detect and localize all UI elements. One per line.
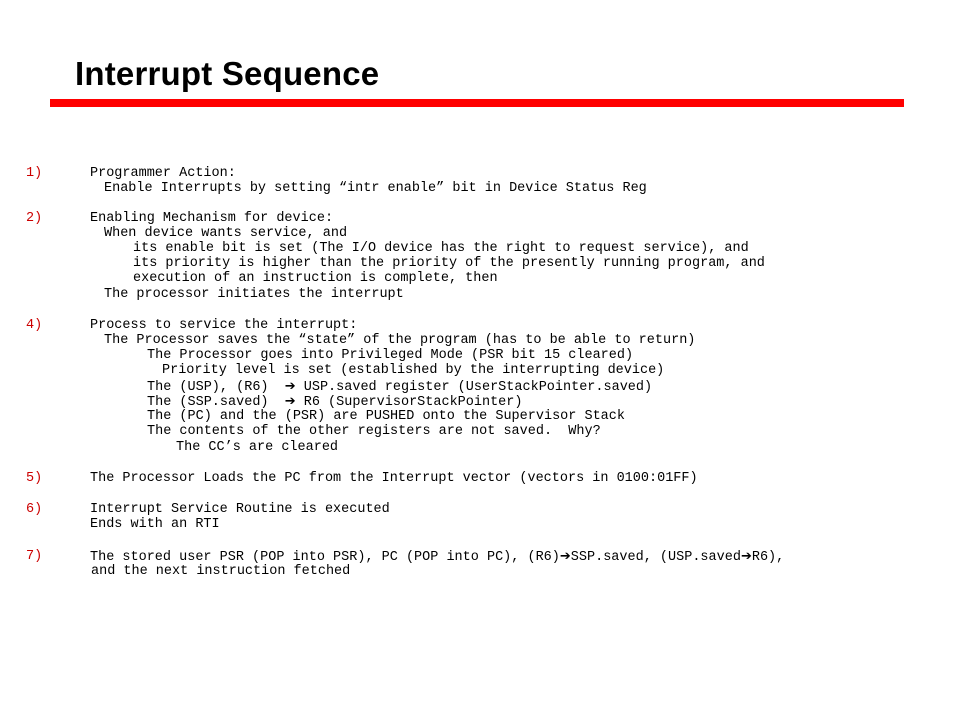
step-line-part: The (SSP.saved) (147, 395, 269, 410)
step-line-part: R6 (SupervisorStackPointer) (303, 395, 523, 410)
step-line-part: R6), (751, 550, 785, 565)
step-line-part: The stored user PSR (POP into PSR), PC (POP into PC), (R6) (90, 550, 560, 565)
step-line: The contents of the other registers are not saved. Why? (147, 424, 601, 439)
right-arrow-icon: ➔ (284, 394, 296, 409)
step-line: Priority level is set (established by the interrupting device) (162, 363, 665, 378)
step-line: The CC’s are cleared (176, 440, 339, 455)
step-line-part: USP.saved register (UserStackPointer.saved) (303, 380, 653, 395)
step-line: The Processor saves the “state” of the program (has to be able to return) (104, 333, 696, 348)
step-number: 2) (26, 211, 43, 226)
step-line-part: SSP.saved, (USP.saved (570, 550, 741, 565)
step-line: Enabling Mechanism for device: (90, 211, 334, 226)
step-line: Interrupt Service Routine is executed (90, 502, 390, 517)
step-line: Process to service the interrupt: (90, 318, 358, 333)
step-line-part: The (USP), (R6) (147, 380, 269, 395)
step-number: 4) (26, 318, 43, 333)
step-line: and the next instruction fetched (91, 564, 351, 579)
step-line: The Processor Loads the PC from the Interrupt vector (vectors in 0100:01FF) (90, 471, 698, 486)
right-arrow-icon: ➔ (559, 549, 571, 564)
step-line: its priority is higher than the priority of the presently running program, and (133, 256, 765, 271)
right-arrow-icon: ➔ (284, 379, 296, 394)
slide-title: Interrupt Sequence (75, 55, 380, 92)
step-line: Ends with an RTI (90, 517, 220, 532)
step-number: 7) (26, 549, 43, 564)
step-line: The Processor goes into Privileged Mode (PSR bit 15 cleared) (147, 348, 634, 363)
step-line (90, 549, 784, 564)
step-line: The (PC) and the (PSR) are PUSHED onto the Supervisor Stack (147, 409, 625, 424)
step-line (147, 394, 523, 409)
step-number: 6) (26, 502, 43, 517)
step-line: Enable Interrupts by setting “intr enable” bit in Device Status Reg (104, 181, 647, 196)
step-line: The processor initiates the interrupt (104, 287, 404, 302)
right-arrow-icon: ➔ (740, 549, 752, 564)
step-line: execution of an instruction is complete, then (133, 271, 498, 286)
step-line: When device wants service, and (104, 226, 348, 241)
step-number: 5) (26, 471, 43, 486)
step-number: 1) (26, 166, 43, 181)
step-line: its enable bit is set (The I/O device has the right to request service), and (133, 241, 749, 256)
step-line (147, 379, 652, 394)
step-line: Programmer Action: (90, 166, 236, 181)
